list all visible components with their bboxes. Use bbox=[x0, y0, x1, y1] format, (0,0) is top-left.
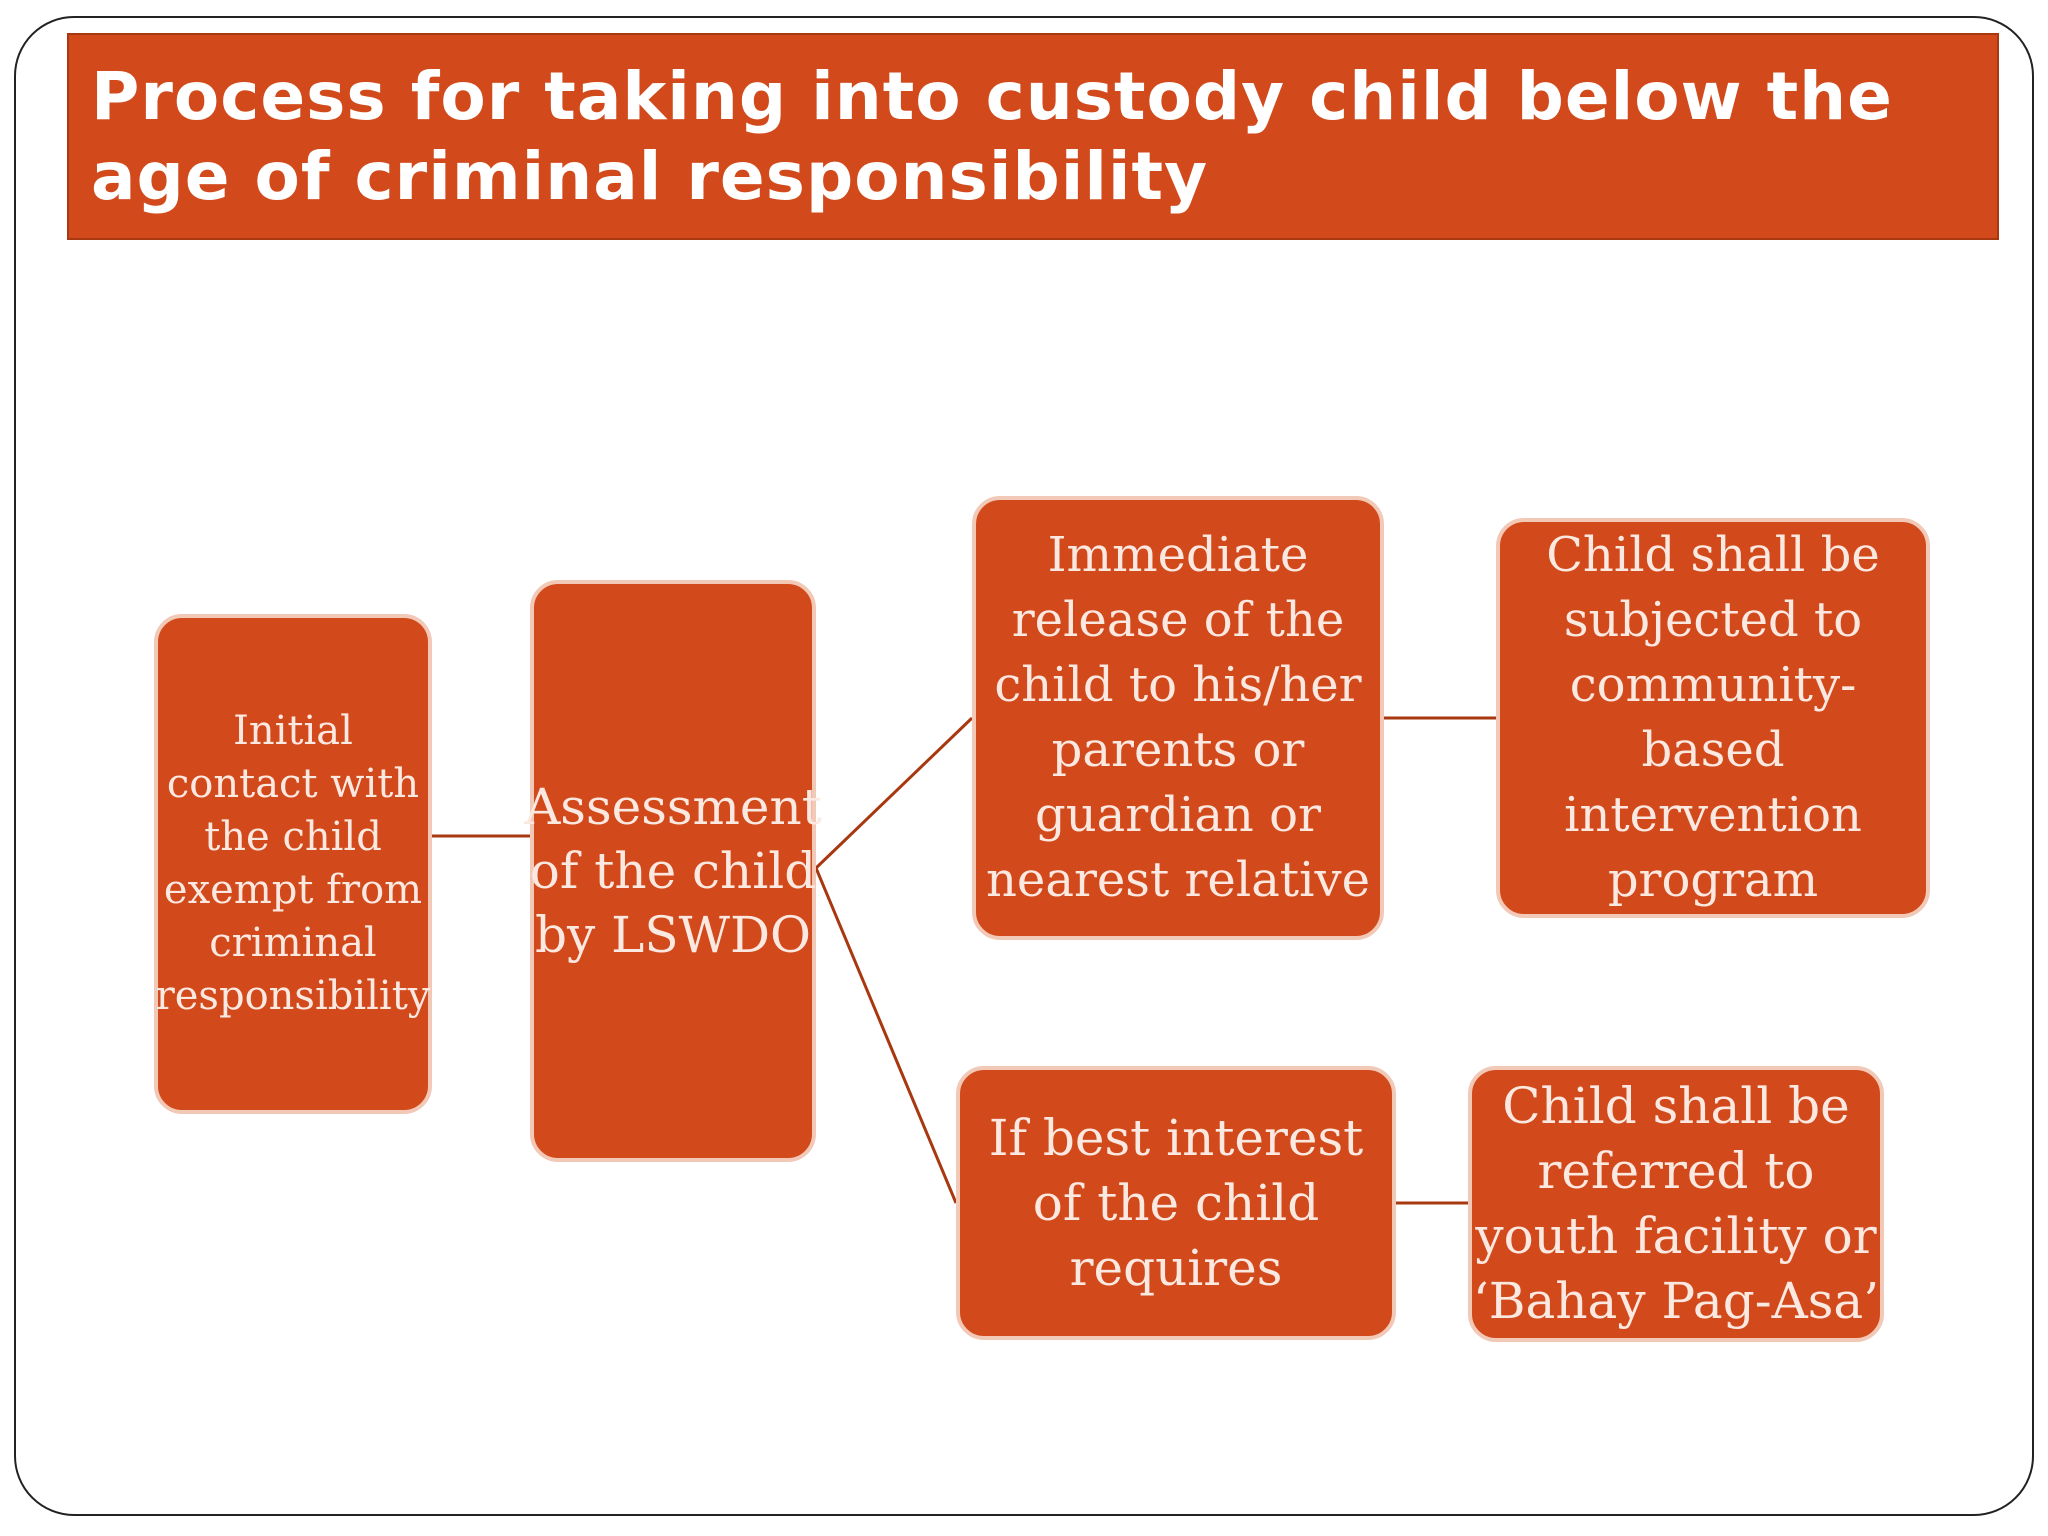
node-youth-facility bbox=[1468, 1066, 1884, 1342]
node-community-intervention bbox=[1496, 518, 1930, 918]
node-youth-facility-label: Child shall be referred to youth facility or ‘Bahay Pag-Asa’ bbox=[1472, 1077, 1880, 1330]
node-assessment bbox=[524, 580, 822, 1162]
node-community-intervention-label: Child shall be subjected to community-based intervention program bbox=[1546, 527, 1880, 908]
node-initial-contact bbox=[154, 614, 432, 1114]
node-best-interest-label: If best interest of the child requires bbox=[988, 1108, 1364, 1297]
slide-title: Process for taking into custody child below the age of criminal responsibility bbox=[91, 58, 1893, 215]
node-best-interest bbox=[956, 1066, 1396, 1340]
node-assessment-label: Assessment of the child by LSWDO bbox=[524, 778, 822, 964]
node-immediate-release-label: Immediate release of the child to his/her parents or guardian or nearest relative bbox=[986, 527, 1370, 908]
connector-assessment-to-release bbox=[816, 718, 972, 868]
node-immediate-release bbox=[972, 496, 1384, 940]
node-initial-contact-label: Initial contact with the child exempt from criminal responsibility bbox=[155, 708, 431, 1019]
connector-assessment-to-best-interest bbox=[816, 868, 956, 1203]
